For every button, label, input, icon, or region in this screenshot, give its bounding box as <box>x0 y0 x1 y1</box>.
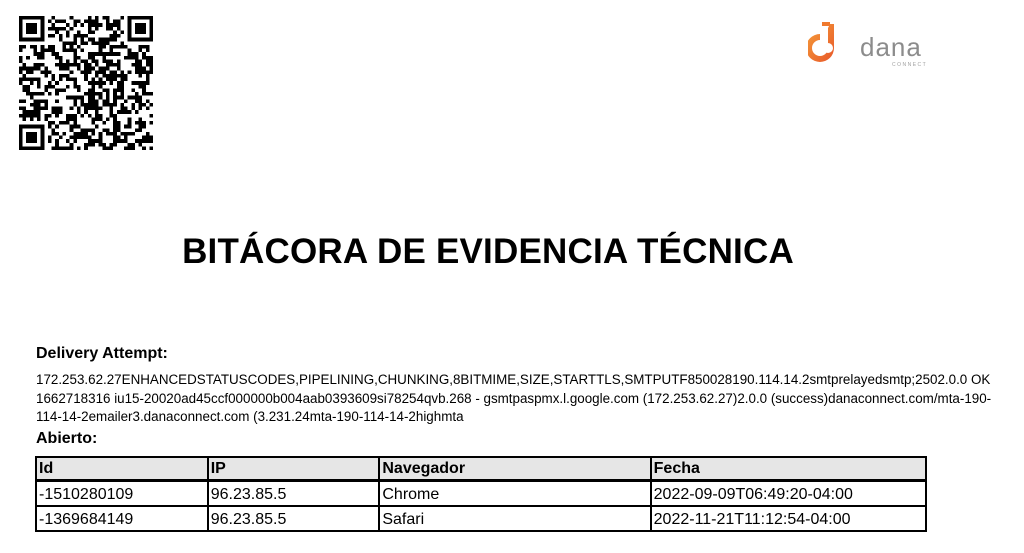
cell-browser: Chrome <box>379 481 650 507</box>
svg-text:dana: dana <box>860 32 922 62</box>
page-title: BITÁCORA DE EVIDENCIA TÉCNICA <box>182 232 794 271</box>
cell-ip: 96.23.85.5 <box>208 481 380 507</box>
cell-date: 2022-11-21T11:12:54-04:00 <box>651 506 926 531</box>
dana-connect-logo <box>808 18 948 78</box>
column-header-id: Id <box>36 457 208 481</box>
svg-text:CONNECT: CONNECT <box>892 62 928 68</box>
delivery-heading: Delivery Attempt: <box>36 345 168 362</box>
cell-ip: 96.23.85.5 <box>208 506 380 531</box>
cell-id: -1510280109 <box>36 481 208 507</box>
table-row <box>36 481 926 507</box>
table-header-row <box>36 457 926 481</box>
opened-heading: Abierto: <box>36 430 98 447</box>
cell-id: -1369684149 <box>36 506 208 531</box>
cell-date: 2022-09-09T06:49:20-04:00 <box>651 481 926 507</box>
column-header-ip: IP <box>208 457 380 481</box>
column-header-date: Fecha <box>651 457 926 481</box>
column-header-browser: Navegador <box>379 457 650 481</box>
table-row <box>36 506 926 531</box>
qr-code-image <box>19 16 153 150</box>
cell-browser: Safari <box>379 506 650 531</box>
opened-table <box>35 456 927 532</box>
delivery-log-text: 172.253.62.27ENHANCEDSTATUSCODES,PIPELINING,CHUNKING,8BITMIME,SIZE,STARTTLS,SMTPUTF850028190.114.14.2smtprelayedsmtp;2502.0.0 OK 1662718316 iu15-20020ad45ccf000000b004aab0393609si78254qvb.268 - gsmtpaspmx.l.google.com (172.253.62.27)2.0.0 (success)danaconnect.com/mta-190-114-14-2emailer3.danaconnect.com (3.231.24mta-190-114-14-2highmta <box>36 372 992 425</box>
